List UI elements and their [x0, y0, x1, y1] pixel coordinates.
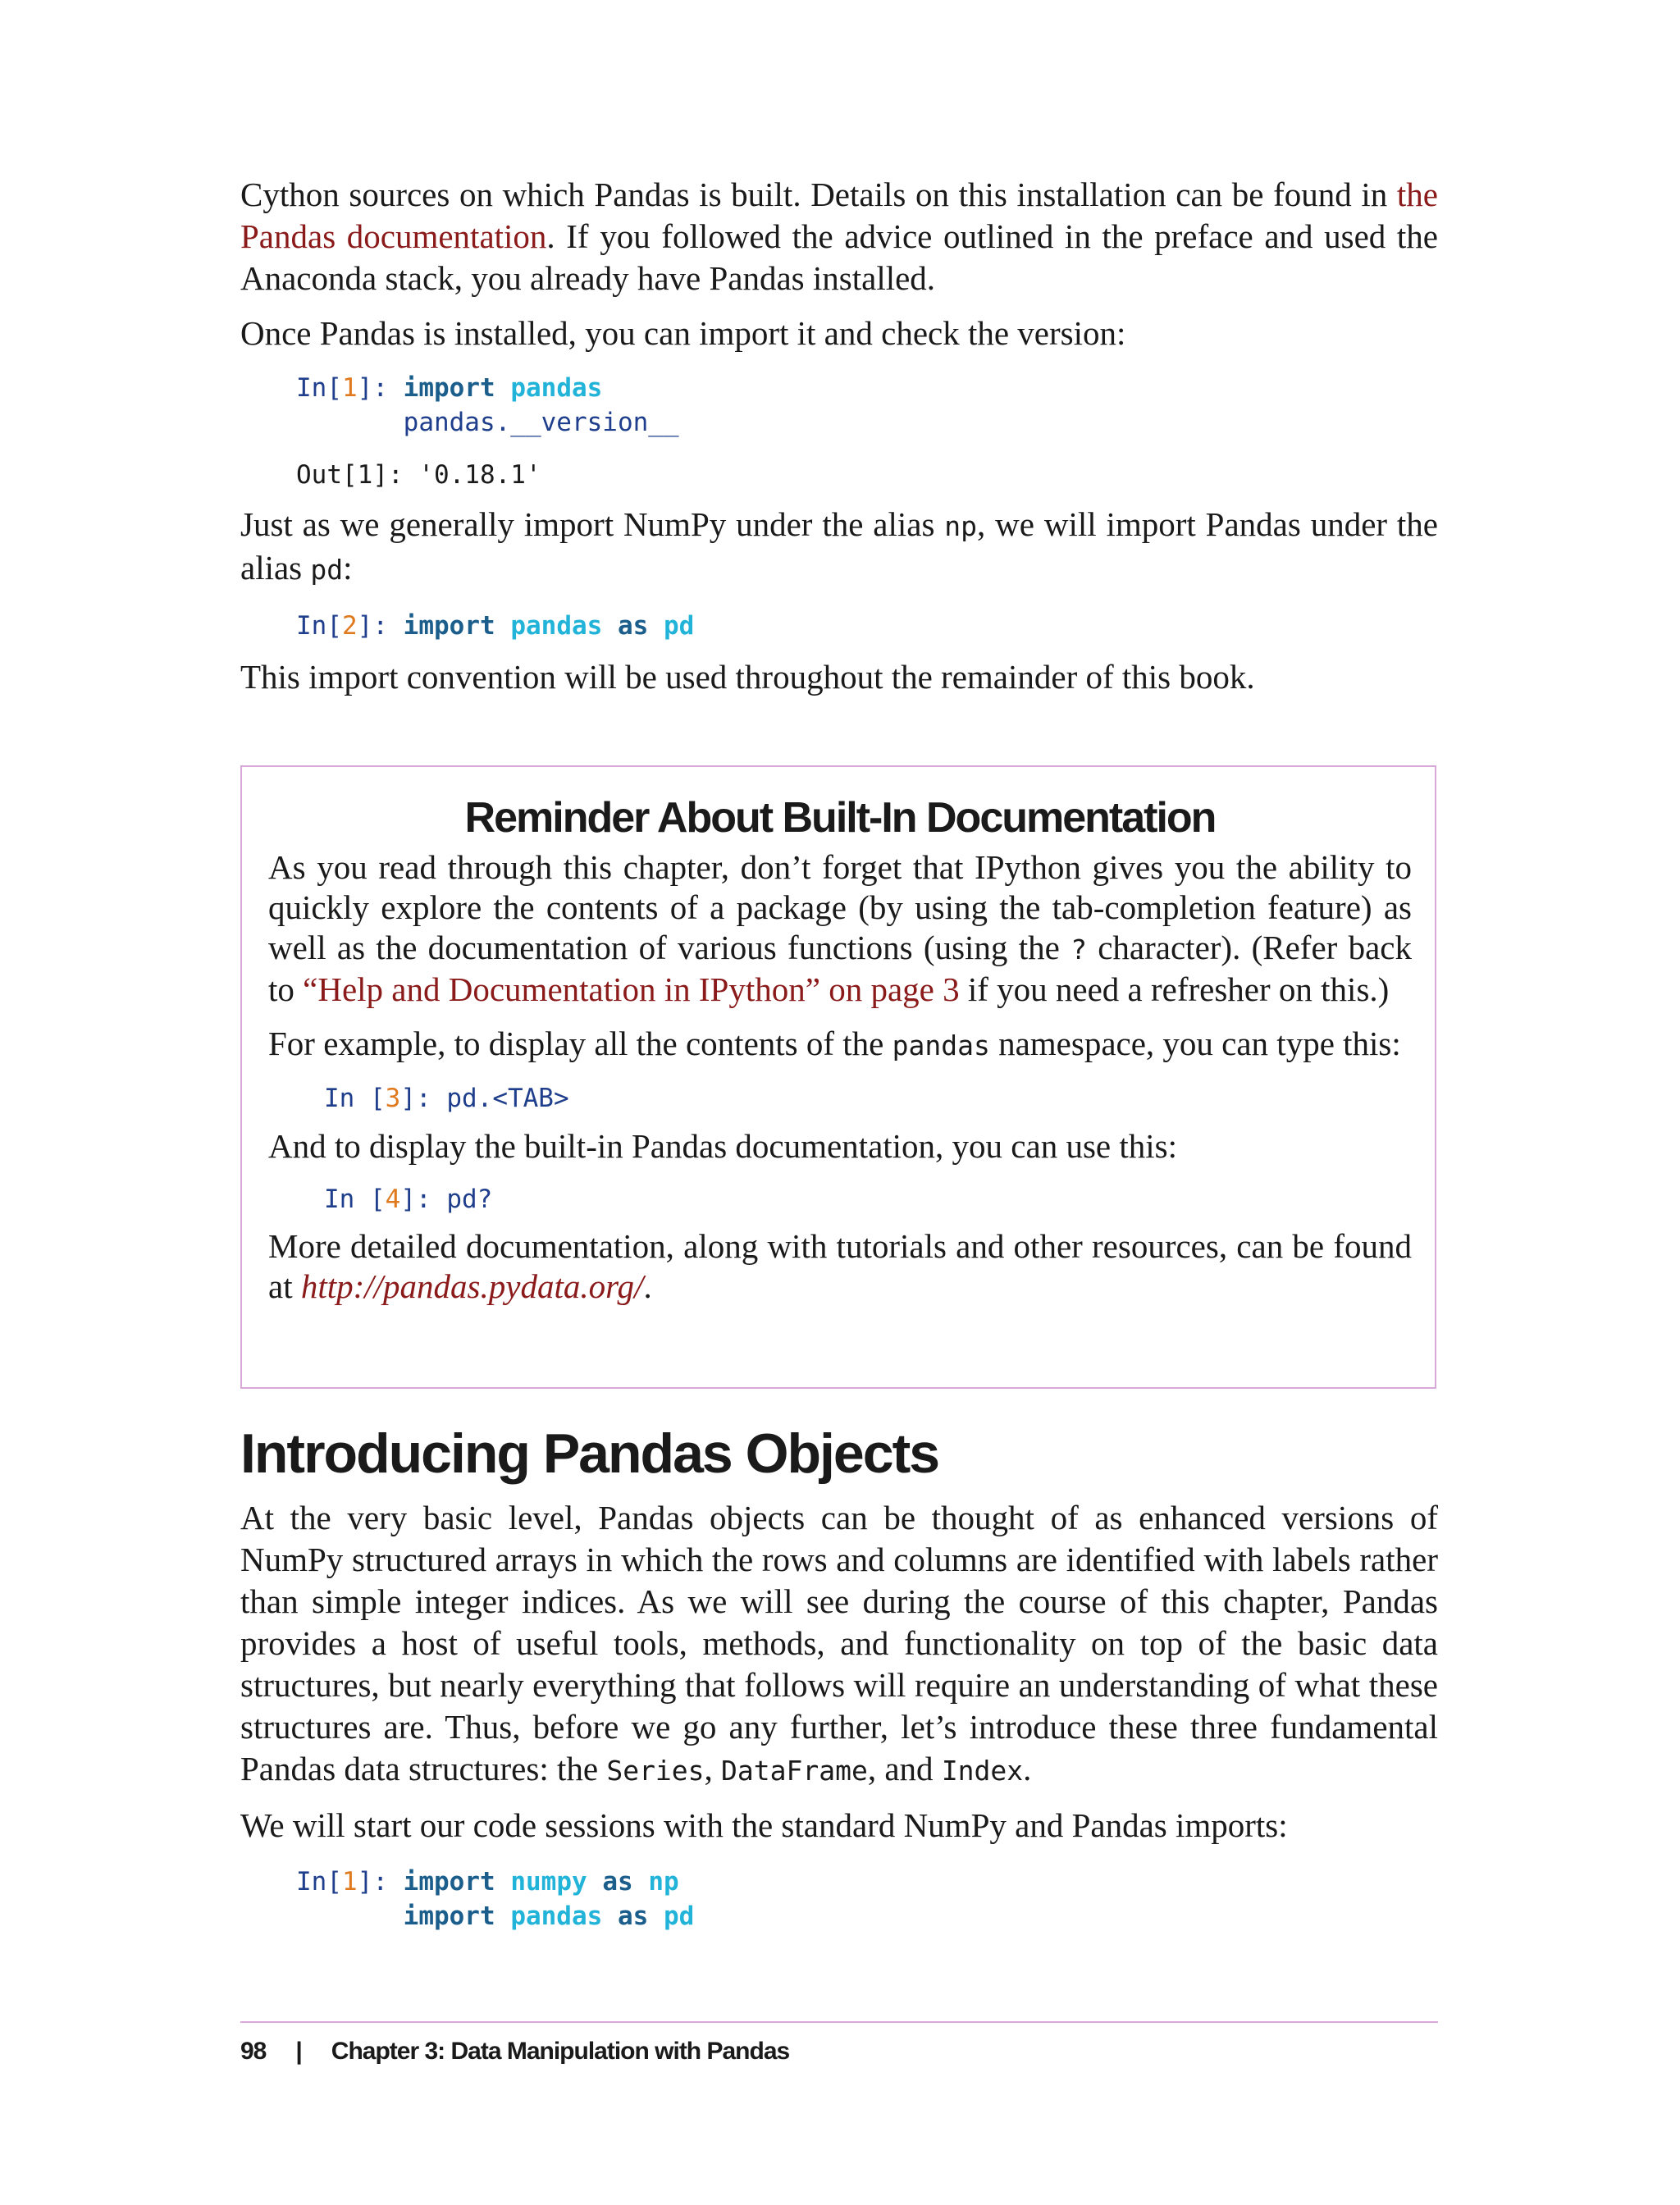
pandas-documentation-link[interactable]: the Pandas documentation [240, 176, 1438, 255]
prompt-number: 1 [342, 1867, 358, 1897]
keyword: as [617, 1901, 649, 1931]
sidebar-paragraph-2 [268, 1023, 1412, 1066]
inline-code: DataFrame [721, 1755, 868, 1787]
sidebar-title: Reminder About Built-In Documentation [464, 794, 1216, 842]
page-body [240, 174, 1438, 698]
section-paragraph-1 [240, 1497, 1438, 1792]
module-alias: pd [663, 1901, 695, 1931]
sidebar-paragraph-4 [268, 1226, 1412, 1307]
text: Just as we generally import NumPy under the alias [240, 505, 945, 543]
prompt: ]: [357, 611, 404, 641]
module-name: pandas [510, 1901, 603, 1931]
keyword: import [403, 373, 495, 403]
page-footer [240, 2021, 1438, 2066]
code-block-help [324, 1182, 1412, 1217]
text: , we will import Pandas under the alias [240, 505, 1438, 587]
footer-separator: | [295, 2038, 302, 2065]
module-name: numpy [510, 1867, 587, 1897]
prompt-number: 2 [342, 611, 358, 641]
code-block-tab [324, 1081, 1412, 1116]
prompt: ]: [357, 1867, 404, 1897]
sidebar-box [240, 765, 1436, 1389]
code-block-version [296, 371, 1438, 440]
sidebar-paragraph-1 [268, 847, 1412, 1010]
prompt: In[ [296, 373, 342, 403]
text: As you read through this chapter, don’t forget that IPython gives you the ability to quickly explore the contents of a package (by using the tab-completion feature) as well as the documentation of various functions (using the [268, 848, 1412, 966]
prompt: ]: [400, 1084, 447, 1113]
code-output-version: Out[1]: '0.18.1' [296, 460, 541, 490]
text: For example, to display all the contents of the [268, 1025, 892, 1062]
intro-paragraph-4: This import convention will be used throughout the remainder of this book. [240, 658, 1255, 696]
chapter-title: Chapter 3: Data Manipulation with Pandas [331, 2038, 790, 2065]
prompt-number: 4 [385, 1185, 401, 1214]
intro-paragraph-2: Once Pandas is installed, you can import it and check the version: [240, 314, 1126, 352]
prompt-number: 1 [342, 373, 358, 403]
keyword: as [617, 611, 649, 641]
pandas-website-link[interactable]: http://pandas.pydata.org/ [300, 1267, 644, 1305]
keyword: import [403, 611, 495, 641]
inline-code: Index [941, 1755, 1024, 1787]
code-block-import-alias [296, 609, 1438, 643]
text: . [643, 1267, 652, 1305]
intro-paragraph-1 [240, 174, 1438, 299]
keyword: import [403, 1867, 495, 1897]
sidebar-paragraph-3: And to display the built-in Pandas documentation, you can use this: [268, 1127, 1177, 1165]
text: Cython sources on which Pandas is built. Details on this installation can be found in [240, 176, 1397, 213]
code-line: pd? [446, 1185, 493, 1214]
module-name: pandas [510, 611, 603, 641]
prompt-number: 3 [385, 1084, 401, 1113]
footer-text [240, 2038, 1438, 2066]
section-introducing-pandas-objects [240, 1422, 1438, 1933]
text: . If you followed the advice outlined in the preface and used the Anaconda stack, you already have Pandas installed. [240, 217, 1438, 297]
text: : [343, 549, 353, 587]
help-documentation-link[interactable]: “Help and Documentation in IPython” on page 3 [303, 970, 960, 1008]
text: character). (Refer back to [268, 929, 1412, 1008]
text: , [704, 1750, 722, 1787]
inline-code: pandas [892, 1029, 990, 1061]
text: if you need a refresher on this.) [959, 970, 1390, 1008]
prompt: In [ [324, 1084, 386, 1113]
inline-code: ? [1071, 934, 1087, 966]
intro-paragraph-3 [240, 504, 1438, 591]
prompt: In[ [296, 611, 342, 641]
text: At the very basic level, Pandas objects can be thought of as enhanced versions of NumPy structured arrays in which the rows and columns are identified with labels rather than simple integer indices. As we will see during the course of this chapter, Pandas provides a host of useful tools, methods, and functionality on top of the basic data structures, but nearly everything that follows will require an understanding of what these structures are. Thus, before we go any further, let’s introduce these three fundamental Pandas data structures: the [240, 1499, 1438, 1787]
module-name: pandas [510, 373, 603, 403]
page-number: 98 [240, 2038, 267, 2065]
text: , and [867, 1750, 942, 1787]
module-alias: pd [663, 611, 695, 641]
prompt: In[ [296, 1867, 342, 1897]
keyword: as [602, 1867, 633, 1897]
keyword: import [403, 1901, 495, 1931]
sidebar-content [268, 767, 1412, 1307]
module-alias: np [648, 1867, 679, 1897]
code-block-imports [296, 1865, 1438, 1933]
section-paragraph-2: We will start our code sessions with the standard NumPy and Pandas imports: [240, 1806, 1288, 1844]
section-title: Introducing Pandas Objects [240, 1422, 939, 1485]
inline-code: Series [606, 1755, 705, 1787]
prompt: In [ [324, 1185, 386, 1214]
text: . [1023, 1750, 1032, 1787]
text: More detailed documentation, along with tutorials and other resources, can be found at [268, 1227, 1412, 1305]
inline-code: np [944, 510, 978, 542]
prompt: ]: [357, 373, 404, 403]
inline-code: pd [310, 554, 344, 586]
footer-divider [240, 2021, 1438, 2023]
prompt: ]: [400, 1185, 447, 1214]
code-line: pandas.__version__ [403, 408, 679, 437]
text: namespace, you can type this: [989, 1025, 1401, 1062]
code-line: pd.<TAB> [446, 1084, 569, 1113]
